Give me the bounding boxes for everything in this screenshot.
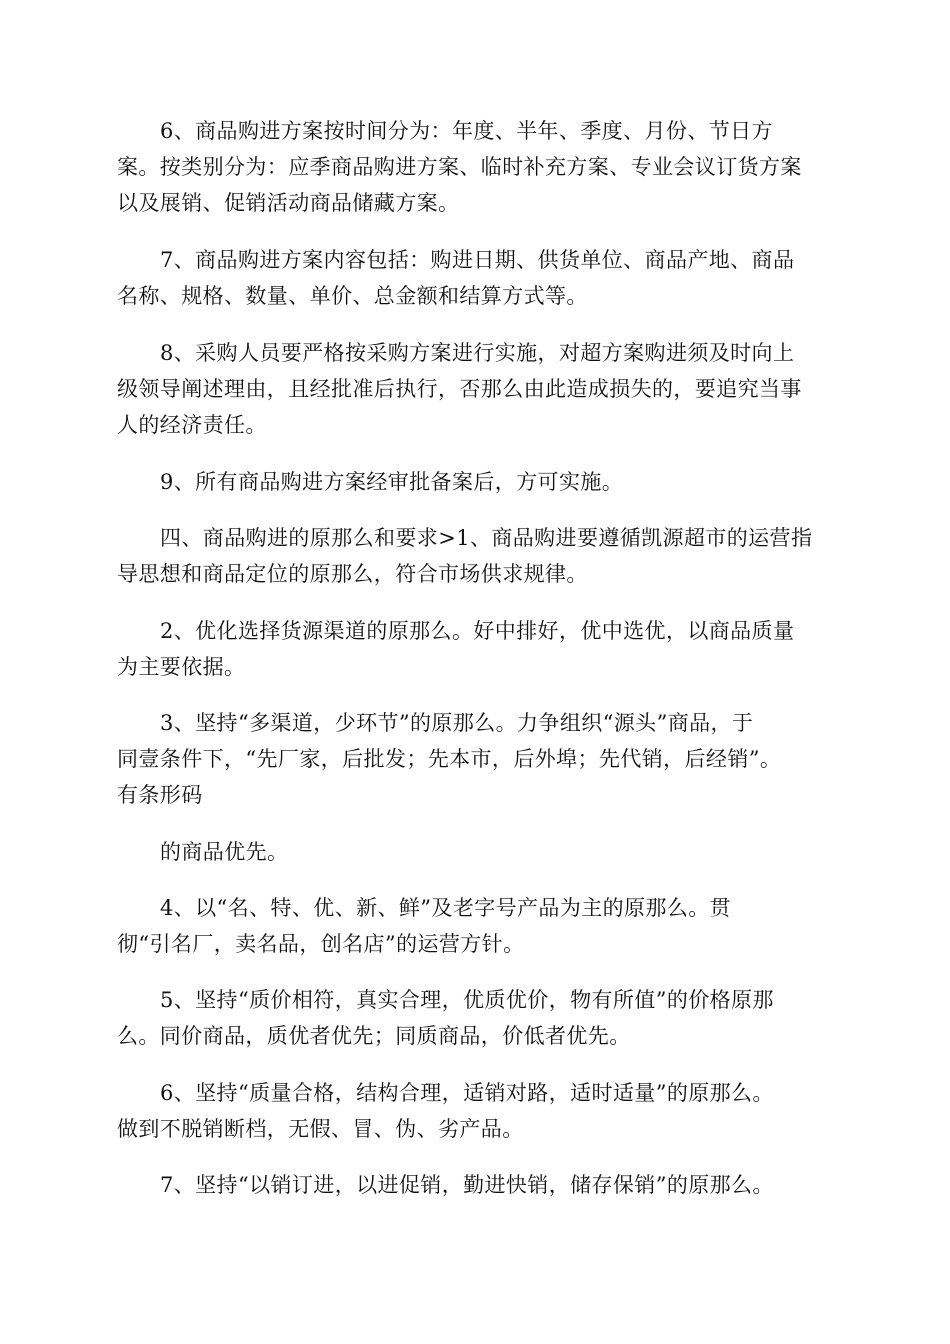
text-line: 2、优化选择货源渠道的原那么。好中排好，优中选优，以商品质量 bbox=[160, 619, 795, 643]
paragraph-source-channel bbox=[117, 613, 833, 685]
text-line: 9、所有商品购进方案经审批备案后，方可实施。 bbox=[160, 470, 624, 494]
paragraph-multi-channel bbox=[117, 705, 833, 813]
paragraph-barcode-priority bbox=[117, 834, 833, 870]
paragraph-section-four-principles bbox=[117, 520, 833, 592]
text-line: 案。按类别分为：应季商品购进方案、临时补充方案、专业会议订货方案 bbox=[117, 155, 802, 179]
paragraph-price-quality bbox=[117, 982, 833, 1054]
text-line: 级领导阐述理由，且经批准后执行，否那么由此造成损失的，要追究当事 bbox=[117, 377, 802, 401]
text-line: 6、坚持“质量合格，结构合理，适销对路，适时适量”的原那么。 bbox=[160, 1081, 774, 1105]
text-line: 7、商品购进方案内容包括：购进日期、供货单位、商品产地、商品 bbox=[160, 248, 795, 272]
text-line: 的商品优先。 bbox=[160, 840, 289, 864]
text-line: 3、坚持“多渠道，少环节”的原那么。力争组织“源头”商品，于 bbox=[160, 711, 754, 735]
text-line: 人的经济责任。 bbox=[117, 413, 267, 437]
text-line: 4、以“名、特、优、新、鲜”及老字号产品为主的原那么。贯 bbox=[160, 896, 732, 920]
text-line: 么。同价商品，质优者优先；同质商品，价低者优先。 bbox=[117, 1024, 631, 1048]
paragraph-purchase-plan-types bbox=[117, 113, 833, 221]
text-line: 5、坚持“质价相符，真实合理，优质优价，物有所值”的价格原那 bbox=[160, 988, 774, 1012]
text-line: 8、采购人员要严格按采购方案进行实施，对超方案购进须及时向上 bbox=[160, 341, 795, 365]
text-line: 导思想和商品定位的原那么，符合市场供求规律。 bbox=[117, 562, 588, 586]
paragraph-plan-approval bbox=[117, 464, 833, 500]
text-line: 同壹条件下，“先厂家，后批发；先本市，后外埠；先代销，后经销”。 bbox=[117, 747, 782, 771]
paragraph-quality-structure bbox=[117, 1075, 833, 1147]
text-line: 彻“引名厂，卖名品，创名店”的运营方针。 bbox=[117, 932, 525, 956]
text-line: 7、坚持“以销订进，以进促销，勤进快销，储存保销”的原那么。 bbox=[160, 1173, 774, 1197]
text-line: 有条形码 bbox=[117, 783, 203, 807]
paragraph-purchase-plan-content bbox=[117, 242, 833, 314]
paragraph-purchaser-duty bbox=[117, 335, 833, 443]
text-line: 四、商品购进的原那么和要求>1、商品购进要遵循凯源超市的运营指 bbox=[160, 526, 813, 550]
text-line: 以及展销、促销活动商品储藏方案。 bbox=[117, 191, 460, 215]
paragraph-sales-driven bbox=[117, 1167, 833, 1203]
text-line: 为主要依据。 bbox=[117, 655, 246, 679]
paragraph-brand-products bbox=[117, 890, 833, 962]
text-line: 做到不脱销断档，无假、冒、伪、劣产品。 bbox=[117, 1117, 524, 1141]
text-line: 6、商品购进方案按时间分为：年度、半年、季度、月份、节日方 bbox=[160, 119, 773, 143]
text-line: 名称、规格、数量、单价、总金额和结算方式等。 bbox=[117, 284, 588, 308]
